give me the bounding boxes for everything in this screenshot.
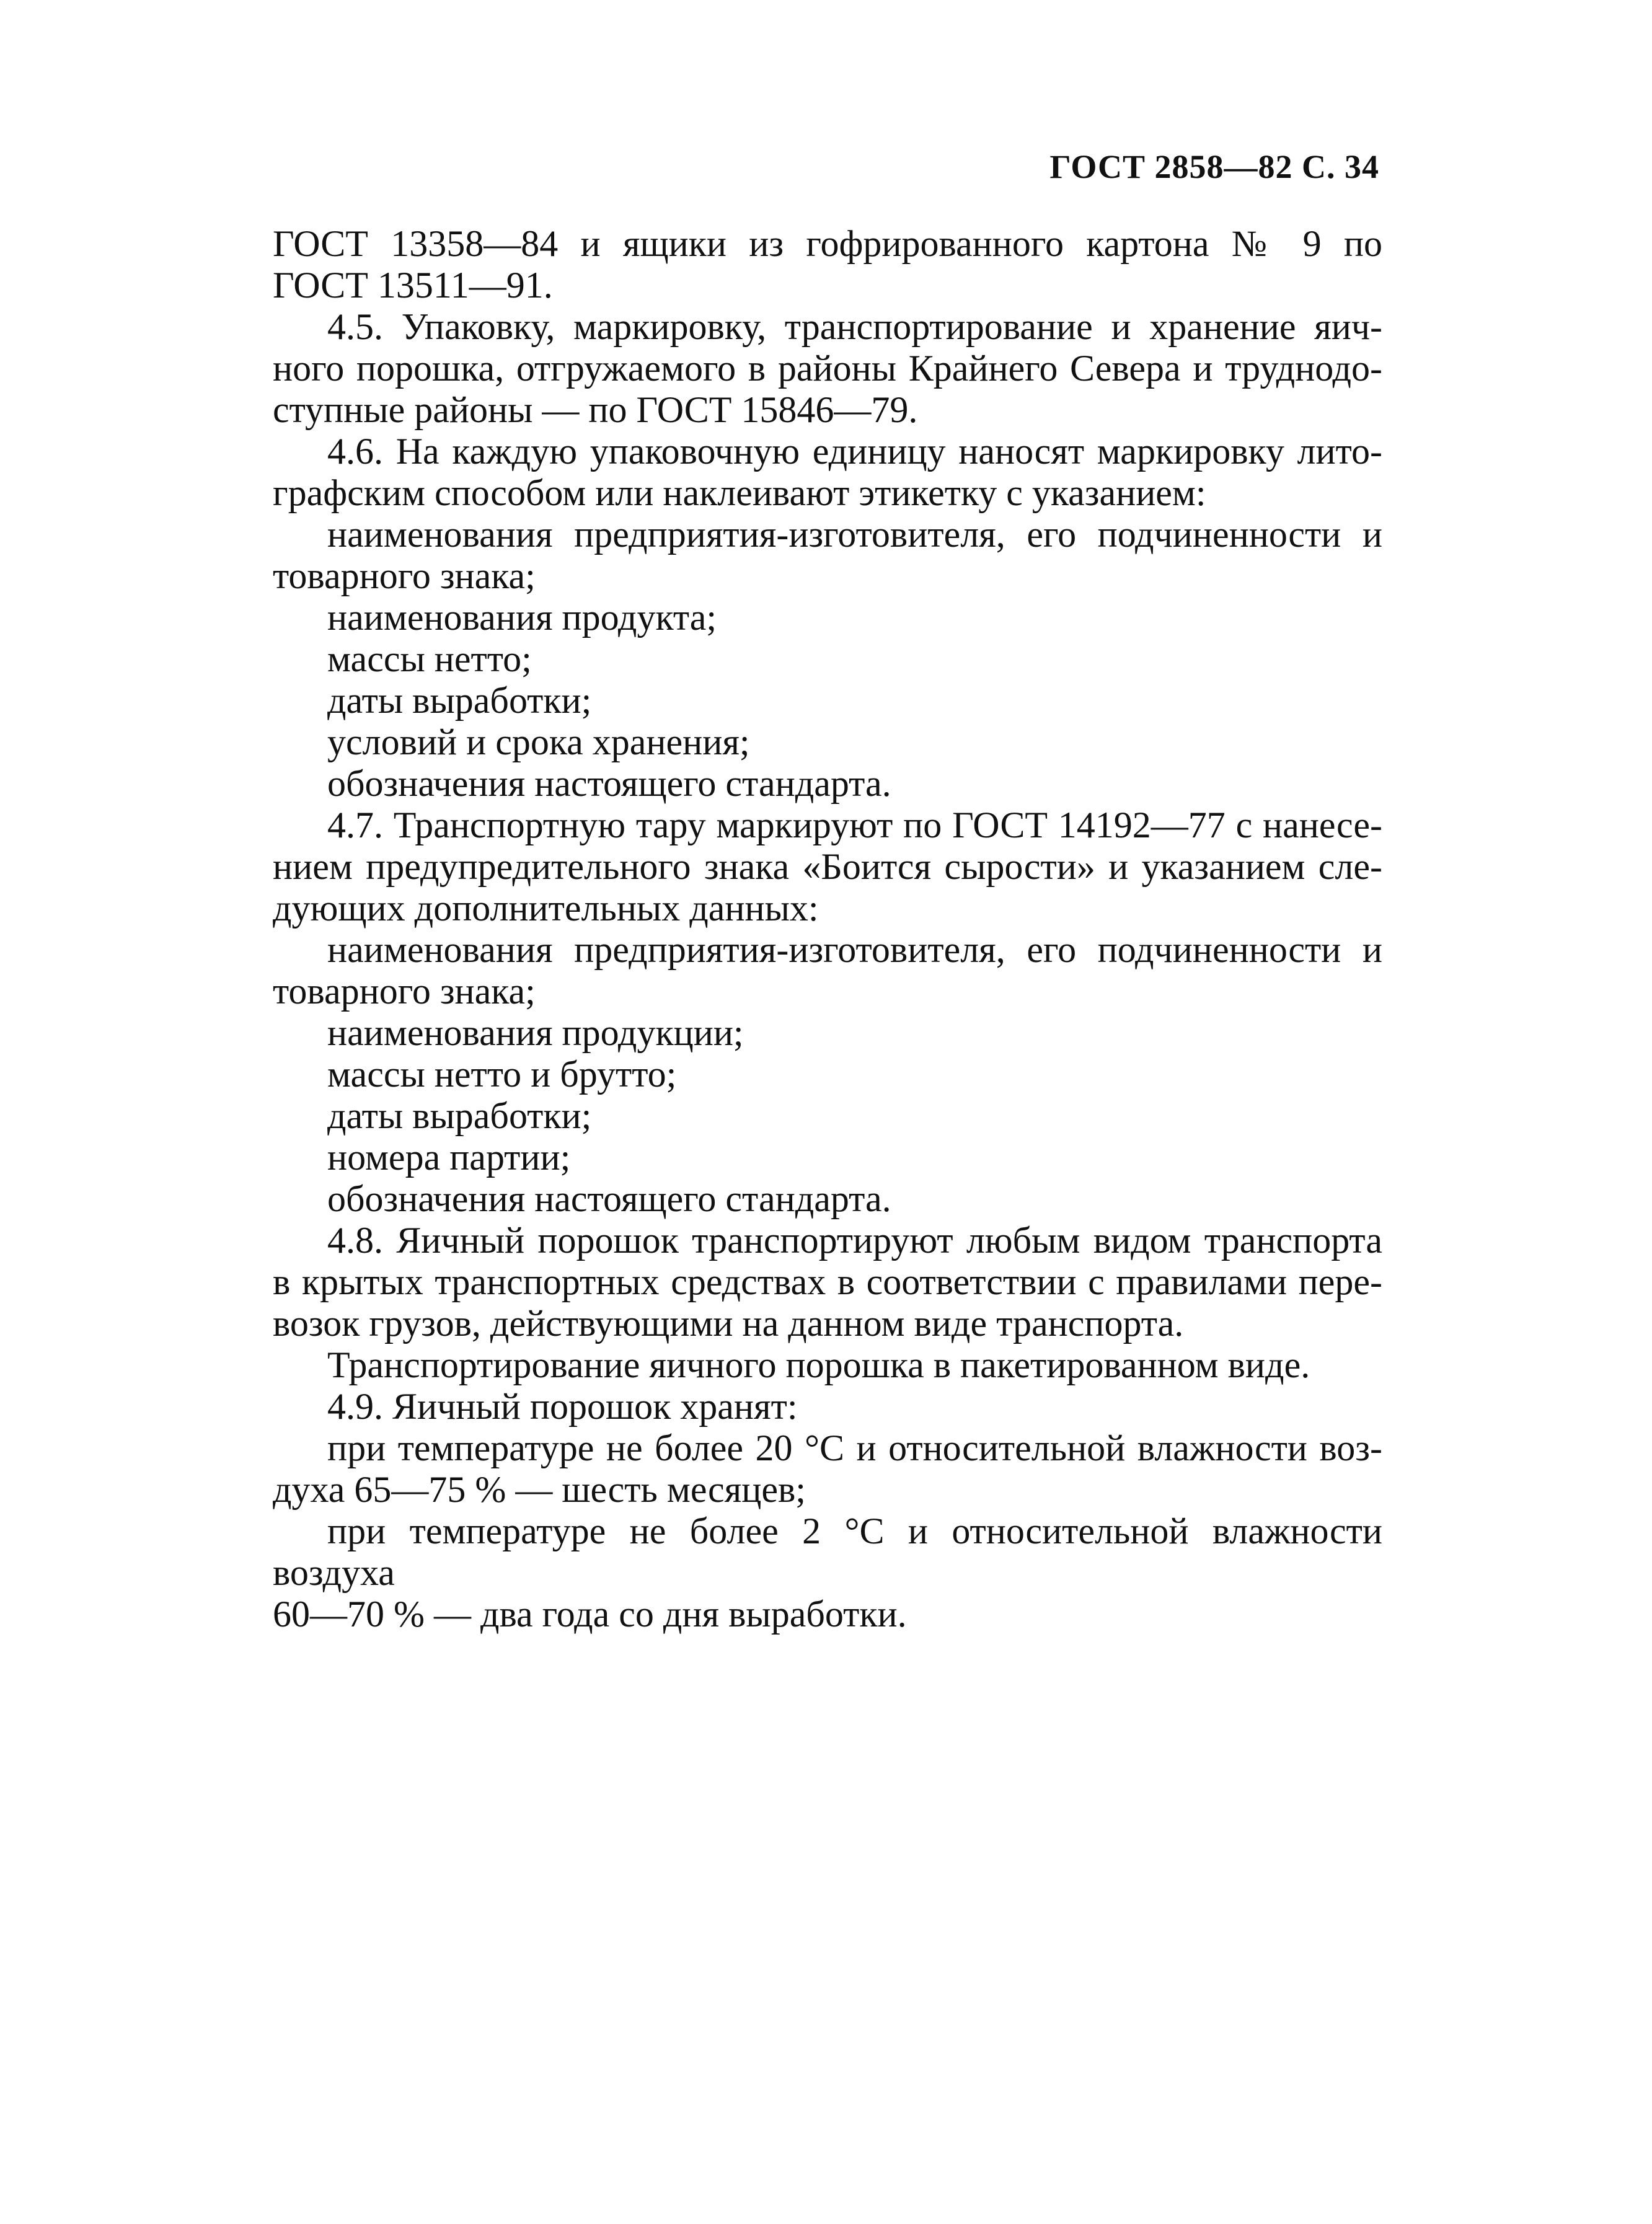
text-line: 4.6. На каждую упаковочную единицу наносят маркировку лито-: [327, 431, 1382, 472]
paragraph: [273, 1428, 1382, 1511]
text-line: номера партии;: [327, 1137, 571, 1178]
running-header: ГОСТ 2858—82 С. 34: [1049, 148, 1379, 185]
paragraph: [273, 1012, 1382, 1054]
text-line: 4.8. Яичный порошок транспортируют любым видом транспорта: [327, 1220, 1382, 1261]
text-line: 4.9. Яичный порошок хранят:: [327, 1386, 798, 1427]
document-body: [273, 223, 1382, 1635]
text-line: 60—70 % — два года со дня выработки.: [273, 1594, 907, 1635]
paragraph: [273, 721, 1382, 763]
text-line: даты выработки;: [327, 680, 592, 721]
text-line: 4.7. Транспортную тару маркируют по ГОСТ 14192—77 с нанесе-: [327, 805, 1382, 845]
paragraph: [273, 431, 1382, 514]
text-line: массы нетто;: [327, 638, 532, 679]
text-line: даты выработки;: [327, 1095, 592, 1136]
text-line: Транспортирование яичного порошка в пакетированном виде.: [327, 1344, 1310, 1385]
paragraph: [273, 223, 1382, 306]
paragraph: [273, 805, 1382, 929]
text-line: возок грузов, действующими на данном виде транспорта.: [273, 1303, 1184, 1344]
text-line: ГОСТ 13511—91.: [273, 265, 553, 306]
text-line: обозначения настоящего стандарта.: [327, 763, 891, 804]
text-line: при температуре не более 2 °С и относительной влажности воздуха: [273, 1511, 1382, 1593]
text-line: условий и срока хранения;: [327, 721, 750, 762]
text-line: обозначения настоящего стандарта.: [327, 1178, 891, 1219]
paragraph: [273, 514, 1382, 597]
paragraph: [273, 597, 1382, 638]
paragraph: [273, 929, 1382, 1012]
text-line: дующих дополнительных данных:: [273, 888, 819, 929]
paragraph: [273, 1511, 1382, 1635]
paragraph: [273, 763, 1382, 805]
text-line: нием предупредительного знака «Боится сырости» и указанием сле-: [273, 846, 1382, 887]
text-line: наименования предприятия-изготовителя, его подчиненности и: [327, 514, 1382, 555]
text-line: в крытых транспортных средствах в соответствии с правилами пере-: [273, 1261, 1382, 1302]
text-line: ступные районы — по ГОСТ 15846—79.: [273, 389, 918, 430]
paragraph: [273, 1344, 1382, 1386]
paragraph: [273, 1178, 1382, 1220]
paragraph: [273, 680, 1382, 721]
text-line: графским способом или наклеивают этикетку с указанием:: [273, 472, 1206, 513]
text-line: 4.5. Упаковку, маркировку, транспортирование и хранение яич-: [327, 306, 1382, 347]
text-line: наименования продукции;: [327, 1012, 744, 1053]
text-line: духа 65—75 % — шесть месяцев;: [273, 1469, 806, 1510]
paragraph: [273, 1095, 1382, 1137]
text-line: массы нетто и брутто;: [327, 1054, 677, 1095]
text-line: товарного знака;: [273, 971, 536, 1012]
paragraph: [273, 1054, 1382, 1095]
text-line: при температуре не более 20 °С и относительной влажности воз-: [327, 1428, 1382, 1468]
paragraph: [273, 1220, 1382, 1344]
paragraph: [273, 638, 1382, 680]
paragraph: [273, 1386, 1382, 1428]
text-line: ного порошка, отгружаемого в районы Крайнего Севера и труднодо-: [273, 348, 1382, 389]
paragraph: [273, 1137, 1382, 1178]
text-line: наименования предприятия-изготовителя, его подчиненности и: [327, 929, 1382, 970]
paragraph: [273, 306, 1382, 431]
text-line: наименования продукта;: [327, 597, 717, 638]
text-line: товарного знака;: [273, 555, 536, 596]
text-line: ГОСТ 13358—84 и ящики из гофрированного картона № 9 по: [273, 223, 1382, 264]
